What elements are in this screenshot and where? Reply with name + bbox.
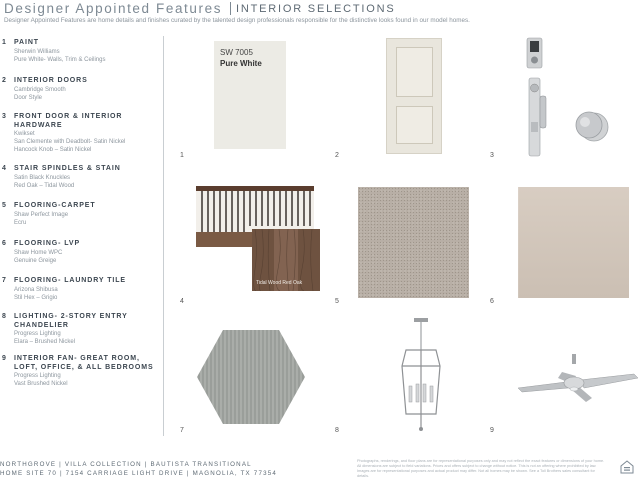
item-title: LIGHTING- 2-STORY ENTRY CHANDELIER — [14, 313, 128, 329]
item-detail: Arizona Shibusa — [14, 287, 58, 293]
hardware-image — [515, 36, 627, 158]
item-detail: Ecru — [14, 220, 27, 226]
paint-swatch — [214, 41, 286, 149]
item-detail: Progress Lighting — [14, 331, 61, 337]
panel-number: 3 — [490, 152, 494, 159]
panel-number: 5 — [335, 298, 339, 305]
item-title: FLOORING- LAUNDRY TILE — [14, 277, 126, 284]
item-detail: Elara – Brushed Nickel — [14, 339, 76, 345]
carpet-swatch — [358, 187, 469, 298]
paint-name: Pure White — [220, 59, 262, 68]
wood-caption: Tidal Wood Red Oak — [256, 280, 303, 286]
item-detail: Vast Brushed Nickel — [14, 381, 68, 387]
door-image — [386, 38, 442, 154]
door-panel-lower — [396, 106, 433, 144]
item-number: 9 — [2, 355, 6, 362]
item-detail: Door Style — [14, 95, 43, 101]
column-divider — [163, 36, 164, 436]
item-detail: Genuine Greige — [14, 258, 57, 264]
door-panel-upper — [396, 47, 433, 97]
footer-disclaimer: Photographs, renderings, and floor plans are for representational purposes only and may not reflect the exact features or dimensions of your home. All dimensions are subject to field variations. Prices and offers subject to change without notice. This is not an offering where prohibited by law. Images are for representational purposes and actual product may differ. Not all homes may be shown. See a Toll Brothers sales consultant for details. — [357, 459, 605, 478]
item-detail: Sherwin Williams — [14, 49, 60, 55]
item-number: 2 — [2, 77, 6, 84]
item-detail: Red Oak – Tidal Wood — [14, 183, 75, 189]
panel-number: 6 — [490, 298, 494, 305]
panel-number: 7 — [180, 427, 184, 434]
item-title: INTERIOR FAN- GREAT ROOM, LOFT, OFFICE, & ALL BEDROOMS — [14, 355, 154, 371]
item-detail: Satin Black Knuckles — [14, 175, 71, 181]
item-number: 8 — [2, 313, 6, 320]
hex-tile-image — [196, 328, 306, 426]
item-title: STAIR SPINDLES & STAIN — [14, 165, 121, 172]
item-title: FLOORING-CARPET — [14, 202, 96, 209]
paint-code: SW 7005 — [220, 48, 253, 57]
wood-stain-image — [252, 229, 320, 291]
item-number: 6 — [2, 240, 6, 247]
item-number: 7 — [2, 277, 6, 284]
item-detail: Shaw Perfect Image — [14, 212, 69, 218]
equal-housing-icon — [620, 460, 634, 474]
item-title: FRONT DOOR & INTERIOR HARDWARE — [14, 113, 123, 129]
page-title: Designer Appointed Features — [4, 1, 223, 16]
item-title: PAINT — [14, 39, 39, 46]
panel-number: 2 — [335, 152, 339, 159]
item-title: FLOORING- LVP — [14, 240, 81, 247]
panel-number: 4 — [180, 298, 184, 305]
item-detail: Stil Hex – Grigio — [14, 295, 58, 301]
chandelier-image — [396, 318, 446, 432]
item-number: 3 — [2, 113, 6, 120]
panel-number: 8 — [335, 427, 339, 434]
item-title: INTERIOR DOORS — [14, 77, 88, 84]
title-divider — [230, 2, 231, 15]
item-number: 1 — [2, 39, 6, 46]
lvp-swatch — [518, 187, 629, 298]
panel-number: 9 — [490, 427, 494, 434]
item-detail: Pure White- Walls, Trim & Ceilings — [14, 57, 106, 63]
item-detail: San Clemente with Deadbolt- Satin Nickel — [14, 139, 126, 145]
ceiling-fan-image — [514, 352, 640, 404]
item-detail: Shaw Home WPC — [14, 250, 63, 256]
item-detail: Hancock Knob – Satin Nickel — [14, 147, 92, 153]
section-title: INTERIOR SELECTIONS — [236, 3, 396, 15]
item-number: 4 — [2, 165, 6, 172]
item-detail: Progress Lighting — [14, 373, 61, 379]
footer-community: NORTHGROVE | VILLA COLLECTION | BAUTISTA TRANSITIONAL — [0, 461, 252, 468]
footer-address: HOME SITE 70 | 7154 CARRIAGE LIGHT DRIVE | MAGNOLIA, TX 77354 — [0, 470, 278, 477]
item-detail: Kwikset — [14, 131, 35, 137]
panel-number: 1 — [180, 152, 184, 159]
page-subtitle: Designer Appointed Features are home details and finishes curated by the talented design professionals responsible for the distinctive looks found in our model homes. — [4, 17, 470, 24]
item-number: 5 — [2, 202, 6, 209]
item-detail: Cambridge Smooth — [14, 87, 66, 93]
